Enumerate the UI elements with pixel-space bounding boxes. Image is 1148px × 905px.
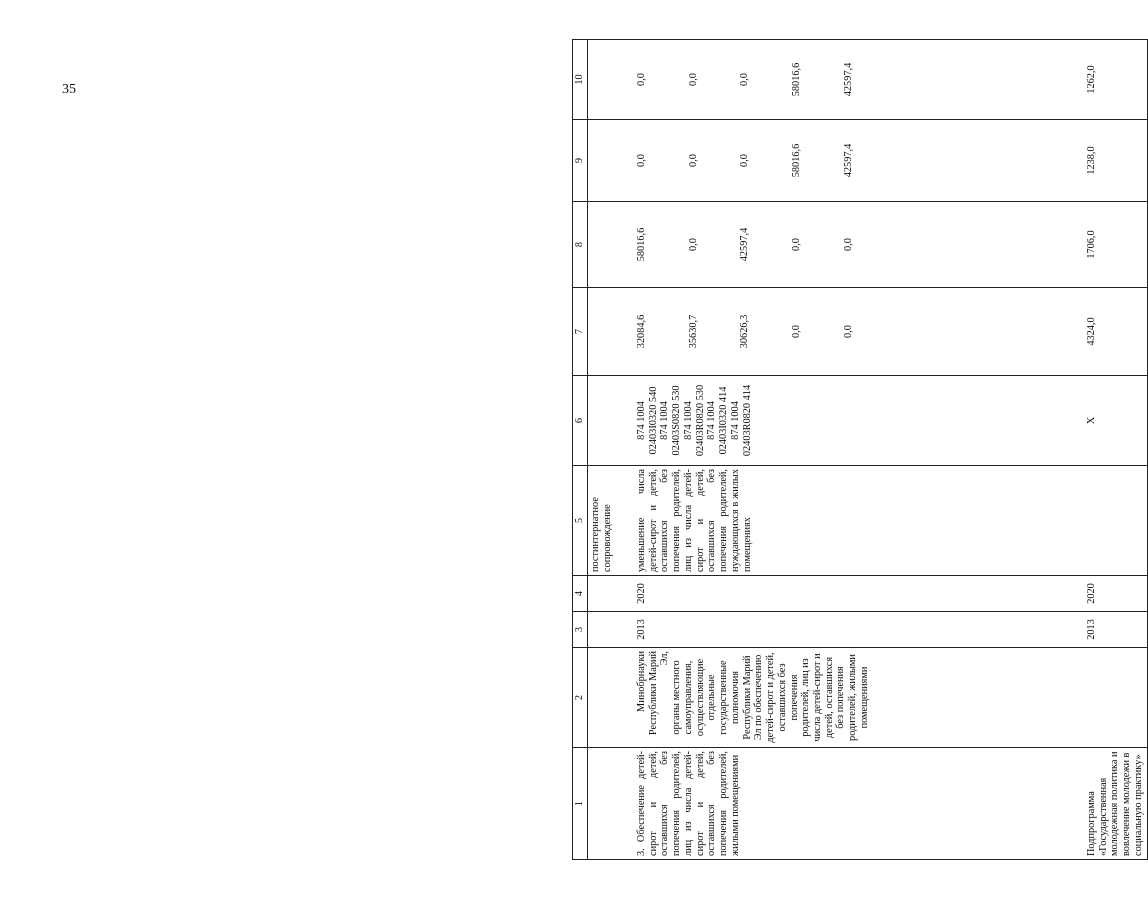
table-row-subprogram: [1078, 40, 1147, 860]
amount-value: 0,0: [842, 325, 854, 338]
amount-cell-col10: [628, 40, 1078, 120]
amount-value: 0,0: [739, 73, 751, 86]
table-cell: [588, 612, 629, 648]
table-cell: [588, 748, 629, 860]
amount-value: 0,0: [636, 154, 647, 167]
amount-value: 58016,6: [636, 227, 647, 262]
amount-cell-col9: [628, 120, 1078, 202]
amount-cell-col10: 1262,0: [1078, 40, 1147, 120]
budget-code: 874 1004 02403S0820 530: [659, 385, 683, 456]
header-cell: 4: [573, 576, 588, 612]
header-row: [573, 40, 588, 860]
budget-code: 874 1004 02403R0820 530: [682, 384, 706, 457]
amount-cell-col7: [628, 288, 1078, 376]
table-row-post: [588, 40, 629, 860]
page-number: 35: [62, 82, 76, 97]
budget-code: 874 1004 02403I0320 540: [636, 386, 659, 455]
postinternat-support-cell: постинтернатное сопровождение: [588, 466, 629, 576]
header-cell: 6: [573, 376, 588, 466]
header-cell: 5: [573, 466, 588, 576]
table-cell: [588, 288, 629, 376]
budget-code: 874 1004 02403R0820 414: [729, 384, 753, 457]
start-year-cell: 2013: [628, 612, 1078, 648]
amount-value: 42597,4: [842, 143, 854, 178]
amount-value: 0,0: [739, 154, 751, 167]
table-cell: [588, 202, 629, 288]
start-year-cell: 2013: [1078, 612, 1147, 648]
amount-cell-col9: 1238,0: [1078, 120, 1147, 202]
header-cell: 8: [573, 202, 588, 288]
amount-value: 30626,3: [739, 314, 751, 349]
program-table: [572, 39, 1148, 860]
amount-cell-col8: [628, 202, 1078, 288]
table-cell: [588, 576, 629, 612]
expected-result-cell: уменьшение числа детей-сирот и детей, оставшихся без попечения родителей, лиц из числа детей-сирот и детей, оставшихся без попечения родителей, нуждающихся в жилых помещениях: [628, 466, 1078, 576]
header-cell: 10: [573, 40, 588, 120]
amount-cell-col8: 1706,0: [1078, 202, 1147, 288]
subprogram-name-cell: Подпрограмма «Государственная молодежная политика и вовлечение молодежи в социальную практику»: [1078, 748, 1147, 860]
amount-value: 35630,7: [687, 314, 699, 349]
table-cell: [588, 648, 629, 748]
amount-value: 58016,6: [791, 143, 803, 178]
header-cell: 3: [573, 612, 588, 648]
activity-name-cell: 3. Обеспечение детей-сирот и детей, оставшихся без попечения родителей, лиц из числа детей-сирот и детей, оставшихся без попечения родителей, жилыми помещениями: [628, 748, 1078, 860]
amount-value: 0,0: [687, 73, 699, 86]
amount-value: 0,0: [636, 73, 647, 86]
budget-code-cell: Х: [1078, 376, 1147, 466]
amount-value: 0,0: [842, 238, 854, 251]
amount-value: 0,0: [791, 238, 803, 251]
table-cell: [1078, 648, 1147, 748]
table-cell: [588, 376, 629, 466]
rotated-table-wrapper: [572, 40, 1144, 860]
executor-local-authorities: органы местного самоуправления, осуществляющие отдельные государственные полномочия Республики Марий Эл по обеспечению детей-сирот и детей, оставшихся без попечения родителей, лиц из числа детей-сирот и детей, оставшихся без попечения родителей, жилыми помещениями: [671, 652, 870, 743]
amount-value: 42597,4: [842, 62, 854, 97]
amount-value: 42597,4: [739, 227, 751, 262]
budget-code-cell: [628, 376, 1078, 466]
amount-value: 0,0: [687, 238, 699, 251]
table-cell: [588, 40, 629, 120]
budget-code: 874 1004 02403I0320 414: [706, 386, 730, 455]
amount-value: 0,0: [687, 154, 699, 167]
header-cell: 9: [573, 120, 588, 202]
amount-value: 0,0: [791, 325, 803, 338]
table-row-housing: [628, 40, 1078, 860]
end-year-cell: 2020: [1078, 576, 1147, 612]
executor-cell: [628, 648, 1078, 748]
table-cell: [588, 120, 629, 202]
header-cell: 7: [573, 288, 588, 376]
amount-value: 32084,6: [636, 314, 647, 349]
header-cell: 2: [573, 648, 588, 748]
amount-value: 58016,6: [791, 62, 803, 97]
amount-cell-col7: 4324,0: [1078, 288, 1147, 376]
end-year-cell: 2020: [628, 576, 1078, 612]
executor-ministry: Минобрнауки Республики Марий Эл,: [636, 651, 671, 736]
header-cell: 1: [573, 748, 588, 860]
table-cell: [1078, 466, 1147, 576]
